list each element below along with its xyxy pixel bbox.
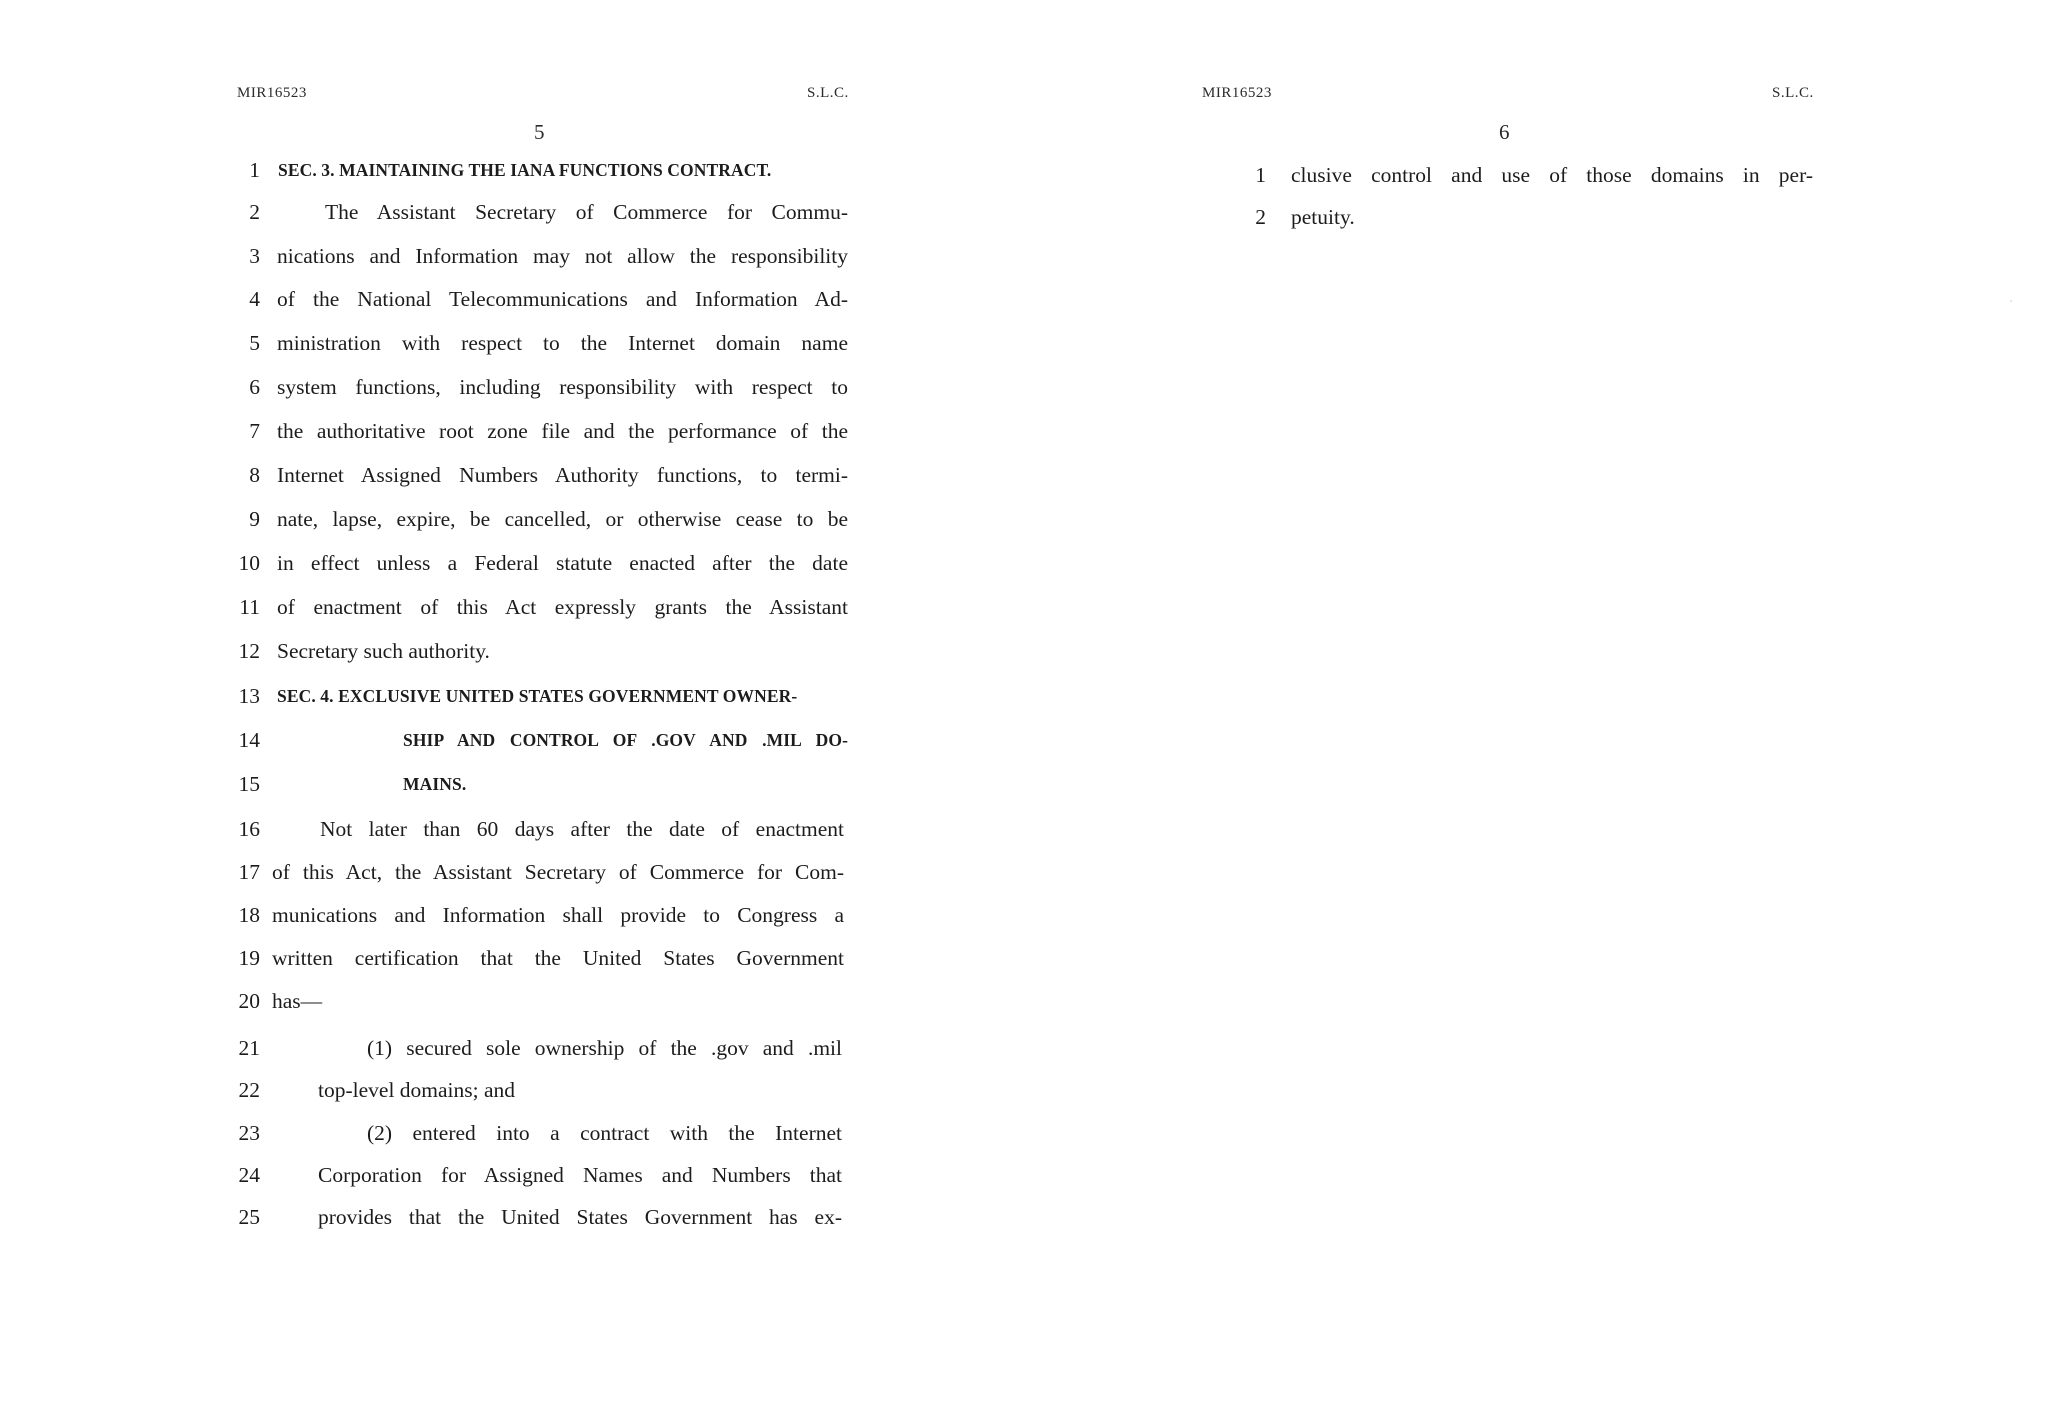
page-header-slc: S.L.C. (807, 85, 849, 101)
line-number: 10 (238, 551, 260, 575)
scan-speck (2010, 300, 2012, 302)
section-heading-continued: MAINS. (403, 774, 467, 794)
line-text: nate, lapse, expire, be cancelled, or otherwise cease to be (277, 507, 848, 531)
line-number: 19 (238, 946, 260, 970)
line-text: Internet Assigned Numbers Authority functions, to termi- (277, 463, 848, 487)
line-text: clusive control and use of those domains in per- (1291, 163, 1813, 187)
line-text: provides that the United States Government has ex- (318, 1205, 842, 1229)
line-number: 1 (249, 158, 260, 182)
line-number: 6 (249, 375, 260, 399)
line-text: Not later than 60 days after the date of enactment (320, 817, 844, 841)
section-heading: SEC. 3. MAINTAINING THE IANA FUNCTIONS CONTRACT. (278, 160, 772, 180)
line-text: system functions, including responsibility with respect to (277, 375, 848, 399)
line-number: 16 (238, 817, 260, 841)
line-number: 15 (238, 772, 260, 796)
line-text: top-level domains; and (318, 1078, 516, 1102)
page-header-slc: S.L.C. (1772, 85, 1814, 101)
line-text: ministration with respect to the Internet domain name (277, 331, 848, 355)
line-number: 7 (249, 419, 260, 443)
page-header-id: MIR16523 (237, 85, 307, 101)
line-number: 18 (238, 903, 260, 927)
line-text: Secretary such authority. (277, 639, 490, 663)
line-text: of enactment of this Act expressly grants the Assistant (277, 595, 848, 619)
section-heading: SEC. 4. EXCLUSIVE UNITED STATES GOVERNMENT OWNER- (277, 686, 798, 706)
document-page-5 (0, 0, 960, 1415)
line-text: the authoritative root zone file and the performance of the (277, 419, 848, 443)
line-number: 4 (249, 287, 260, 311)
line-number: 8 (249, 463, 260, 487)
line-number: 11 (239, 595, 260, 619)
section-heading-continued: SHIP AND CONTROL OF .GOV AND .MIL DO- (403, 730, 848, 750)
line-number: 5 (249, 331, 260, 355)
line-text: (2) entered into a contract with the Internet (367, 1121, 842, 1145)
line-number: 13 (238, 684, 260, 708)
line-number: 14 (238, 728, 260, 752)
line-number: 24 (238, 1163, 260, 1187)
line-text: munications and Information shall provide to Congress a (272, 903, 844, 927)
line-number: 17 (238, 860, 260, 884)
line-text: of the National Telecommunications and Information Ad- (277, 287, 848, 311)
line-text: written certification that the United States Government (272, 946, 844, 970)
page-header-id: MIR16523 (1202, 85, 1272, 101)
line-text: The Assistant Secretary of Commerce for Commu- (325, 200, 848, 224)
line-text: nications and Information may not allow the responsibility (277, 244, 848, 268)
line-number: 3 (249, 244, 260, 268)
line-text: in effect unless a Federal statute enacted after the date (277, 551, 848, 575)
line-number: 21 (238, 1036, 260, 1060)
line-number: 23 (238, 1121, 260, 1145)
line-text: has— (272, 989, 323, 1013)
document-page-6 (960, 0, 1920, 1415)
line-text: Corporation for Assigned Names and Numbers that (318, 1163, 842, 1187)
line-text: petuity. (1291, 205, 1355, 229)
page-number: 6 (1499, 120, 1510, 144)
line-number: 2 (249, 200, 260, 224)
line-number: 20 (238, 989, 260, 1013)
line-text: (1) secured sole ownership of the .gov and .mil (367, 1036, 842, 1060)
line-number: 2 (1255, 205, 1266, 229)
line-number: 25 (238, 1205, 260, 1229)
line-number: 9 (249, 507, 260, 531)
page-number: 5 (534, 120, 545, 144)
line-number: 22 (238, 1078, 260, 1102)
line-number: 1 (1255, 163, 1266, 187)
line-text: of this Act, the Assistant Secretary of Commerce for Com- (272, 860, 844, 884)
line-number: 12 (238, 639, 260, 663)
